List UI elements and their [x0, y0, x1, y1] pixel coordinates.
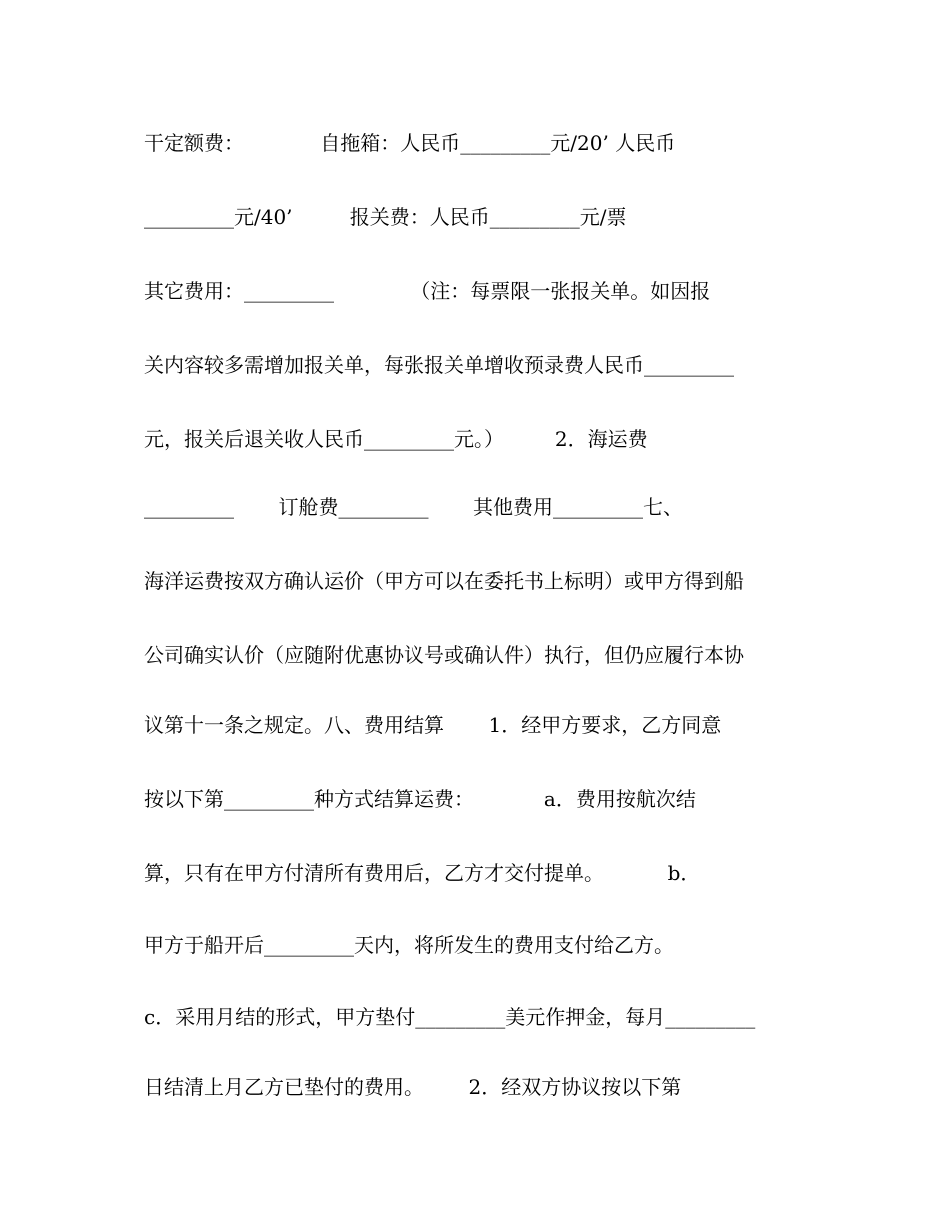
text-line: 按以下第_________种方式结算运费： a．费用按航次结 [144, 787, 696, 811]
text-line: 元，报关后退关收人民币_________元。） 2．海运费 [144, 427, 648, 451]
text-line: 日结清上月乙方已垫付的费用。 2．经双方协议按以下第 [144, 1075, 682, 1099]
text-line: 关内容较多需增加报关单，每张报关单增收预录费人民币_________ [144, 353, 734, 377]
text-line: 算，只有在甲方付清所有费用后，乙方才交付提单。 b． [144, 861, 701, 885]
text-line: c．采用月结的形式，甲方垫付_________美元作押金，每月_________ [144, 1005, 756, 1029]
text-line: 海洋运费按双方确认运价（甲方可以在委托书上标明）或甲方得到船 [144, 569, 744, 593]
text-line: 议第十一条之规定。八、费用结算 1．经甲方要求，乙方同意 [144, 713, 722, 737]
text-line: 其它费用：_________ （注：每票限一张报关单。如因报 [144, 279, 711, 303]
text-line: _________元/40’ 报关费：人民币_________元/票 [144, 205, 627, 229]
text-line: 甲方于船开后_________天内，将所发生的费用支付给乙方。 [144, 933, 674, 957]
text-line: 干定额费： 自拖箱：人民币_________元/20’ 人民币 [144, 131, 676, 155]
text-line: _________ 订舱费_________ 其他费用_________七、 [144, 495, 684, 519]
text-line: 公司确实认价（应随附优惠协议号或确认件）执行，但仍应履行本协 [144, 643, 744, 667]
